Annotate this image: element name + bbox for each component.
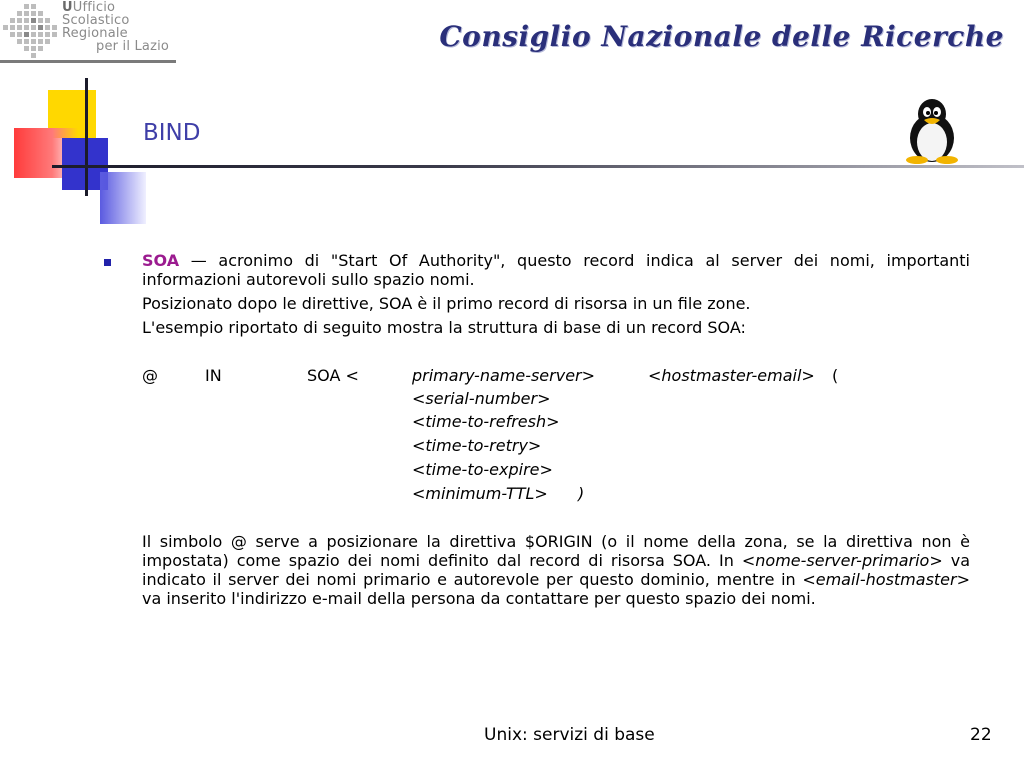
- explanation-email-hostmaster: <email-hostmaster>: [802, 570, 970, 589]
- record-open-paren: (: [832, 366, 839, 385]
- explanation-nome-server: <nome-server-primario>: [741, 551, 943, 570]
- record-at: @: [142, 366, 158, 385]
- logo-underline: [0, 60, 176, 63]
- cnr-logo: Consiglio Nazionale delle Ricerche: [439, 20, 1004, 53]
- logo-line-4: per il Lazio: [96, 39, 170, 54]
- page-number: 22: [970, 725, 992, 745]
- position-line: Posizionato dopo le direttive, SOA è il primo record di risorsa in un file zone.: [142, 294, 751, 313]
- explanation-part-2: va indicato il server dei nomi primario e autorevole per questo dominio, mentre in: [142, 551, 971, 589]
- slide-title: BIND: [143, 120, 201, 146]
- record-refresh: <time-to-refresh>: [412, 412, 560, 431]
- logo-line-3: Regionale: [62, 26, 128, 41]
- record-retry: <time-to-retry>: [412, 436, 542, 455]
- explanation-part-3: va inserito l'indirizzo e-mail della persona da contattare per questo spazio dei nomi.: [142, 589, 816, 608]
- soa-term: SOA: [142, 251, 180, 270]
- logo-text: UUfficio Scolastico Regionale per il Lazio: [62, 0, 170, 54]
- record-class: IN: [205, 366, 222, 385]
- record-primary-server: primary-name-server>: [412, 366, 596, 385]
- record-expire: <time-to-expire>: [412, 460, 553, 479]
- example-intro-line: L'esempio riportato di seguito mostra la struttura di base di un record SOA:: [142, 318, 746, 337]
- record-type: SOA <: [307, 366, 359, 385]
- tux-penguin-icon: [903, 98, 961, 164]
- intro-text: — acronimo di "Start Of Authority", questo record indica al server dei nomi, importanti informazioni autorevoli sullo spazio nomi.: [142, 251, 970, 289]
- vertical-line-decoration: [85, 78, 88, 196]
- blue-gradient-decoration: [100, 172, 146, 224]
- bullet-marker: [104, 259, 111, 266]
- explanation-part-1: Il simbolo @ serve a posizionare la direttiva $ORIGIN (o il nome della zona, se la direttiva non è impostata) come spazio dei nomi definito dal record di risorsa SOA. In: [142, 532, 970, 570]
- explanation-paragraph: [142, 532, 970, 608]
- record-serial: <serial-number>: [412, 389, 551, 408]
- ufficio-scolastico-logo: [0, 0, 178, 64]
- record-hostmaster: <hostmaster-email>: [648, 366, 815, 385]
- logo-line-2: Scolastico: [62, 13, 130, 28]
- record-close-paren: ): [578, 484, 585, 503]
- dot-grid-logo-icon: [2, 2, 60, 60]
- footer-title: Unix: servizi di base: [484, 725, 655, 745]
- intro-paragraph: [142, 251, 970, 289]
- title-rule: [52, 165, 1024, 168]
- record-minimum: <minimum-TTL>: [412, 484, 548, 503]
- logo-line-1: Ufficio: [72, 0, 116, 15]
